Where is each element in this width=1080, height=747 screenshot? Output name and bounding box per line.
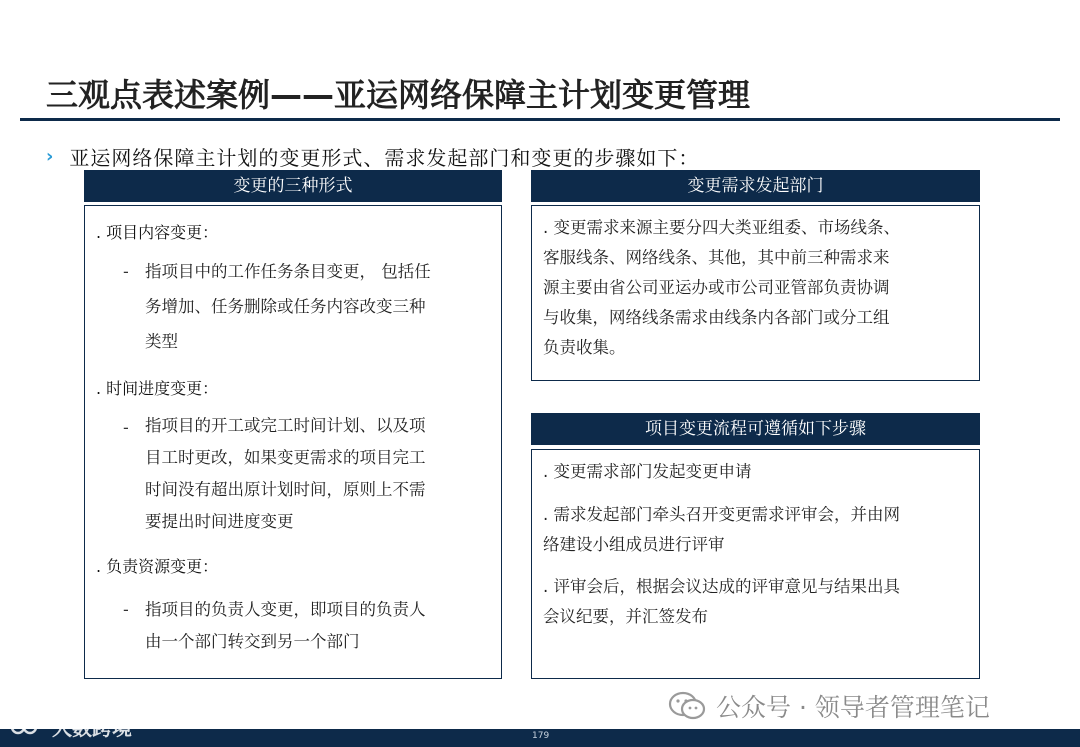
body-line: 要提出时间进度变更 bbox=[145, 512, 294, 531]
body-line: 指项目的开工或完工时间计划、以及项 bbox=[145, 416, 426, 435]
body-line: . 变更需求来源主要分四大类亚组委、市场线条、 bbox=[543, 218, 900, 237]
body-line: 类型 bbox=[145, 332, 178, 351]
watermark-right bbox=[668, 688, 990, 724]
body-line: 负责收集。 bbox=[543, 338, 626, 357]
wechat-icon bbox=[668, 691, 706, 721]
watermark-right-text: 公众号 · 领导者管理笔记 bbox=[716, 693, 990, 722]
title-divider bbox=[20, 118, 1060, 121]
body-line: 指项目的负责人变更，即项目的负责人 bbox=[145, 600, 426, 619]
item-title-schedule: . 时间进度变更： bbox=[96, 379, 219, 398]
right-bottom-panel-header: 项目变更流程可遵循如下步骤 bbox=[531, 413, 980, 445]
page-number: 179 bbox=[532, 731, 550, 741]
step-line: 会议纪要，并汇签发布 bbox=[543, 607, 708, 626]
subtitle-row bbox=[46, 142, 699, 171]
step-line: . 评审会后，根据会议达成的评审意见与结果出具 bbox=[543, 577, 900, 596]
watermark-left-text: 大数跨境 bbox=[52, 716, 132, 740]
item-body-resource bbox=[145, 594, 485, 658]
watermark-left bbox=[10, 712, 132, 741]
step-3 bbox=[543, 572, 973, 632]
body-line: 源主要由省公司亚运办或市公司亚管部负责协调 bbox=[543, 278, 890, 297]
item-body-schedule bbox=[145, 410, 485, 538]
item-body-content bbox=[145, 254, 485, 359]
subtitle: 亚运网络保障主计划的变更形式、需求发起部门和变更的步骤如下： bbox=[69, 146, 700, 170]
body-line: 指项目中的工作任务条目变更， 包括任 bbox=[145, 262, 431, 281]
brand-logo-icon bbox=[10, 716, 46, 738]
body-line: 务增加、任务删除或任务内容改变三种 bbox=[145, 297, 426, 316]
step-line: . 变更需求部门发起变更申请 bbox=[543, 462, 752, 481]
body-line: 由一个部门转交到另一个部门 bbox=[145, 632, 360, 651]
body-line: 与收集，网络线条需求由线条内各部门或分工组 bbox=[543, 308, 890, 327]
step-1 bbox=[543, 457, 973, 487]
item-title-content: . 项目内容变更： bbox=[96, 223, 219, 242]
step-line: 络建设小组成员进行评审 bbox=[543, 535, 725, 554]
slide-title: 三观点表述案例——亚运网络保障主计划变更管理 bbox=[46, 76, 751, 114]
step-2 bbox=[543, 500, 973, 560]
source-description bbox=[543, 213, 973, 363]
left-panel-header: 变更的三种形式 bbox=[84, 170, 502, 202]
dash-bullet: - bbox=[123, 600, 129, 619]
dash-bullet: - bbox=[123, 262, 129, 281]
body-line: 时间没有超出原计划时间，原则上不需 bbox=[145, 480, 426, 499]
item-title-resource: . 负责资源变更： bbox=[96, 557, 219, 576]
body-line: 目工时更改，如果变更需求的项目完工 bbox=[145, 448, 426, 467]
chevron-right-icon: › bbox=[46, 146, 54, 167]
step-line: . 需求发起部门牵头召开变更需求评审会，并由网 bbox=[543, 505, 900, 524]
body-line: 客服线条、网络线条、其他，其中前三种需求来 bbox=[543, 248, 890, 267]
dash-bullet: - bbox=[123, 418, 129, 437]
right-top-panel-header: 变更需求发起部门 bbox=[531, 170, 980, 202]
